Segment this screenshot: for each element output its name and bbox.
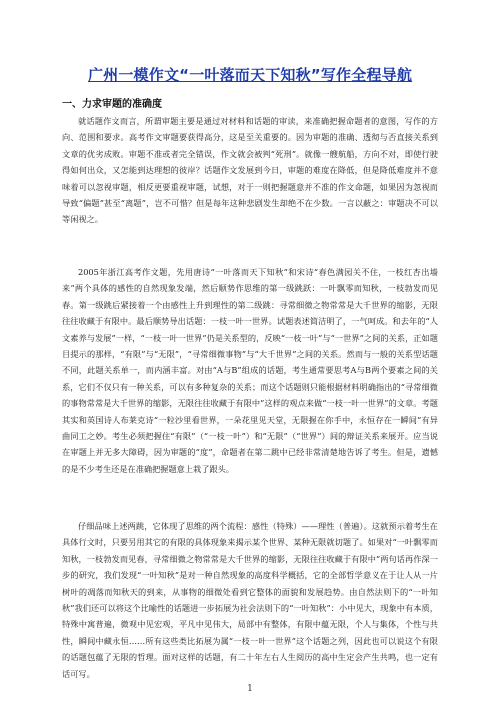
paragraph-1: 就话题作文而言，所谓审题主要是通过对材料和话题的审读，来准确把握命题者的意图，写作的方向、范围和要求。高考作文审题要获得高分，这是至关重要的。因为审题的准确、透彻与否直接关系到文章的优劣成败。审题不准或者完全错误，作文就会被判“死刑”。就像一艘航船，方向不对，即使行驶得如何出众，又怎能到达理想的彼岸？话题作文发展到今日，审题的难度在降低，但是降低难度并不意味着可以忽视审题，相反更要重视审题，试想，对于一则把握题意并不准的作文命题，如果因为忽视而导致“偏题”甚至“离题”，岂不可惜？但是每年这种悲剧发生却绝不在少数。一言以蔽之：审题决不可以等闲视之。 [62,116,438,225]
paragraph-3: 仔细品味上述两跳，它体现了思维的两个流程：感性（特殊）——理性（普遍）。这就预示着考生在具体行文时，只要另用其它的有限的具体现象来揭示某个世界、某种无限就切题了。如果对“一叶飘零而知秋，一枝勃发而见春，寻常细微之物常常是大千世界的缩影，无限往往收藏于有限中”两句话再作深一步的研究，我们发现“一叶知秋”是对一种自然现象的高度科学概括，它的全部哲学意义在于让人从一片树叶的凋落而知秋天的到来，从事物的细微处看到它整体的面貌和发展趋势。由自然法则下的“一叶知秋”我们还可以将这个比喻性的话题进一步拓展为社会法则下的“一叶知秋”：小中见大，现象中有本质，特殊中寓普遍，微观中见宏观，平凡中见伟大，局部中有整体，有限中蕴无限，个人与集体，个性与共性，瞬间中藏永恒……所有这些类比拓展为属“一枝一叶一世界”这个话题之列，因此也可以说这个有限的话题包蕴了无限的哲理。面对这样的话题，有二十年左右人生阅历的高中生定会产生共鸣，也一定有话可写。 [62,521,438,679]
section-heading: 一、力求审题的准确度 [62,99,162,110]
page-number: 1 [247,684,253,694]
document-title: 广州一模作文“一叶落而天下知秋”写作全程导航 [87,66,413,84]
paragraph-2: 2005年浙江高考作文题，先用唐诗“一叶落而天下知秋”和宋诗“春色满园关不住，一枝红杏出墙来”两个具体的感性的自然现象发端，然后顺势作思维的第一级跳跃：一叶飘零而知秋，一枝勃发而见春。第一级跳后紧接着一个由感性上升到理性的第二级跳：寻常细微之物常常是大千世界的缩影，无限往往收藏于有限中。最后顺势导出话题：一枝一叶一世界。试题表述简洁明了，一气呵成。和去年的“人文素养与发展”一样，“一枝一叶一世界”仍是关系型的，反映“一枝一叶”与“一世界”之间的关系，正如题目提示的那样，“有限”与“无限”，“寻常细微事物”与“大千世界”之间的关系。然而与一般的关系型话题不同，此题关系单一，而内涵丰富。对由“A与B”组成的话题，考生通常要思考A与B两个要素之间的关系，它们不仅只有一种关系，可以有多种复杂的关系；而这个话题则只能根据材料明确指出的“寻常细微的事物常常是大千世界的缩影，无限往往收藏于有限中”这样的观点来做“一枝一叶一世界”的文章。考题其实和英国诗人布莱克诗“一粒沙里看世界，一朵花里见天堂，无限握在你手中，永恒存在一瞬间”有异曲同工之妙。考生必须把握住“有限”（“一枝一叶”）和“无限”（“世界”）间的辩证关系来展开。应当说在审题上并无多大障碍，因为审题的“度”，命题者在第二跳中已经非常清楚地告诉了考生。但是，遗憾的是不少考生还是在准确把握题意上栽了跟头。 [62,267,438,474]
